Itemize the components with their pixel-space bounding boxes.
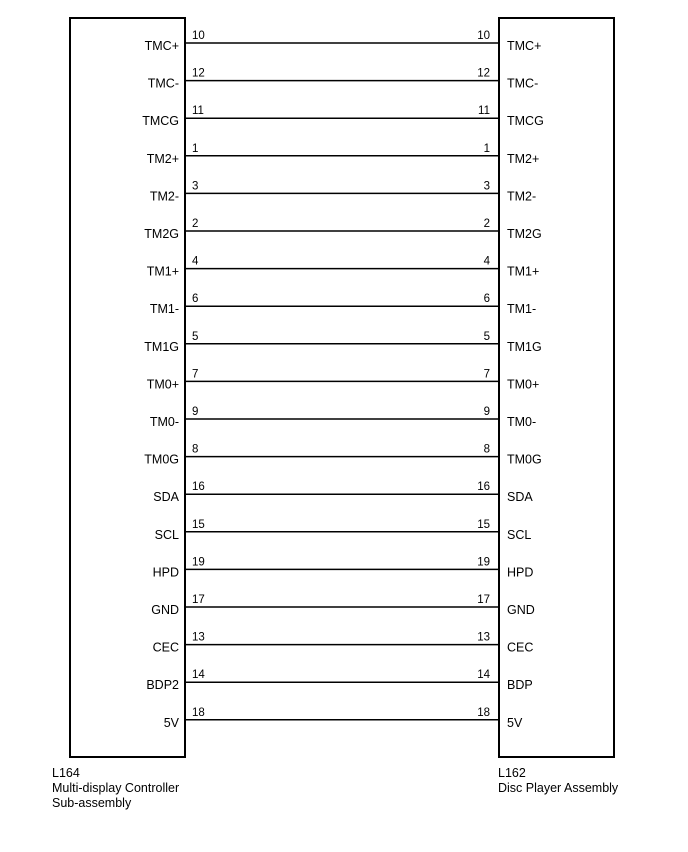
left-signal-label: TMC+ [144,39,179,53]
left-pin-number: 14 [192,669,205,682]
left-signal-label: TMC- [147,76,179,91]
left-signal-label: SDA [153,490,179,505]
wire-row [144,331,541,354]
right-pin-number: 15 [477,518,490,531]
right-signal-label: TMC- [507,76,539,91]
left-signal-label: GND [151,603,179,617]
left-connector-code: L164 [52,766,80,780]
left-signal-label: BDP2 [146,678,179,693]
right-signal-label: TM0G [507,452,542,467]
right-signal-label: TM2- [507,189,537,204]
right-pin-number: 11 [478,105,490,118]
right-signal-label: TM1G [507,339,542,354]
right-pin-number: 17 [477,594,490,606]
wire-row [153,556,534,579]
wire-row [142,105,544,128]
left-pin-number: 16 [192,481,205,494]
right-pin-number: 1 [483,142,490,155]
left-pin-number: 12 [192,67,205,80]
right-pin-number: 10 [477,30,490,42]
wire-row [153,632,534,655]
wire-row [153,481,533,504]
left-signal-label: TM1G [144,339,179,354]
left-pin-number: 11 [192,105,204,118]
left-pin-number: 13 [192,631,205,644]
left-pin-number: 15 [192,518,205,531]
wire-row [146,669,532,692]
left-signal-label: TM0G [144,452,179,467]
left-signal-label: TM1- [149,302,179,317]
right-pin-number: 19 [477,556,490,569]
right-signal-label: TM2G [507,227,542,241]
left-pin-number: 1 [192,142,199,155]
left-pin-number: 3 [192,180,199,193]
left-pin-number: 17 [192,594,205,606]
left-pin-number: 7 [192,368,199,381]
right-pin-number: 7 [483,368,490,381]
left-pin-number: 6 [192,293,199,306]
left-pin-number: 18 [192,706,205,719]
left-pin-number: 8 [192,443,199,456]
right-signal-label: TMCG [507,114,544,129]
right-pin-number: 8 [483,443,490,456]
left-pin-number: 9 [192,406,199,418]
right-pin-number: 5 [483,330,490,343]
wire-row [164,707,523,730]
left-signal-label: TM1+ [146,264,179,279]
right-pin-number: 16 [477,481,490,494]
left-signal-label: SCL [154,527,179,542]
right-pin-number: 3 [483,180,490,193]
left-signal-label: TM0- [149,415,179,429]
wire-row [147,256,540,279]
wire-group [142,30,544,730]
right-pin-number: 14 [477,669,490,682]
wire-row [148,68,539,91]
left-pin-number: 5 [192,330,199,343]
right-pin-number: 6 [483,293,490,306]
right-signal-label: TM2+ [507,151,540,166]
left-signal-label: TM2G [144,227,179,241]
right-pin-number: 12 [477,67,490,80]
wire-row [151,594,535,617]
left-pin-number: 19 [192,556,205,569]
right-signal-label: TM0- [507,415,537,429]
left-pin-number: 4 [192,255,199,268]
right-signal-label: SDA [507,490,533,505]
right-connector-caption [498,766,618,796]
left-signal-label: HPD [152,565,179,580]
left-pin-number: 10 [192,30,205,42]
left-connector-caption [52,766,179,811]
wire-row [155,519,532,542]
left-pin-number: 2 [192,218,199,230]
right-signal-label: SCL [507,527,532,542]
right-signal-label: TMC+ [507,39,542,53]
right-signal-label: HPD [507,565,534,580]
right-pin-number: 4 [483,255,490,268]
right-connector-code: L162 [498,766,526,780]
right-pin-number: 18 [477,706,490,719]
wire-row [150,180,536,203]
left-connector-name-line1: Multi-display Controller [52,781,180,795]
right-signal-label: TM1- [507,302,537,317]
right-signal-label: 5V [507,715,523,730]
wire-row [144,218,541,241]
right-signal-label: TM1+ [507,264,540,279]
wire-row [144,444,541,467]
right-pin-number: 2 [483,218,490,230]
wire-row [147,368,540,391]
right-signal-label: CEC [507,640,534,655]
left-signal-label: 5V [163,715,179,730]
right-signal-label: TM0+ [507,377,540,392]
left-signal-label: TM2+ [146,151,179,166]
left-signal-label: TM0+ [146,377,179,392]
right-signal-label: GND [507,603,535,617]
left-connector-name-line2: Sub-assembly [52,796,132,810]
right-connector-name-line1: Disc Player Assembly [498,781,619,795]
right-pin-number: 9 [483,406,490,418]
wire-row [150,406,536,429]
right-pin-number: 13 [477,631,490,644]
wire-row [150,293,536,316]
left-signal-label: TMCG [142,114,179,129]
left-signal-label: CEC [152,640,179,655]
wire-row [147,143,540,166]
left-signal-label: TM2- [149,189,179,204]
right-signal-label: BDP [507,678,533,693]
wire-row [145,30,542,53]
